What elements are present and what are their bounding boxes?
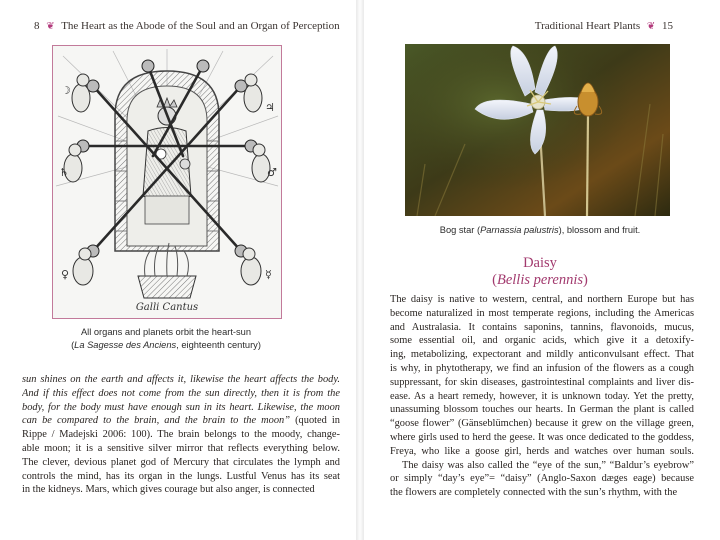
text-line: able moon; it is a sensitive silver mirror that reflects everything below. [22,442,340,454]
text-line: sun shines on the earth and affects it, likewise the heart affects the body. [22,374,340,385]
text-line: suppressant, for skin diseases, gastrointestinal complaints and liver dis- [390,376,694,388]
text-line: where girls used to herd the geese. It was once dedicated to the goddess, [390,431,694,443]
illustration-caption [40,326,292,352]
svg-text:☿: ☿ [265,268,272,281]
text-line: ease. As a heart remedy, however, it is unknown today. Yet the pretty, [390,390,694,402]
caption-source-title: La Sagesse des Anciens [74,340,177,350]
text-line: unassuming blossom touches our hearts. In German the plant is called [390,404,694,416]
svg-text:☽: ☽ [61,84,71,97]
text-line: in the kidneys. Mars, which gives courage but also anger, is connected [22,484,315,496]
text-line: The daisy was also called the “eye of the sun,” “Baldur’s eyebrow” [402,459,694,471]
photo-caption-species: Parnassia palustris [480,225,559,235]
running-head-text-left: The Heart as the Abode of the Soul and an Organ of Perception [61,20,340,32]
text-line: or simply “day’s eye”= “daisy” (Anglo-Saxon dæges eage) because [390,473,694,485]
text-line: is why, in phytotherapy, we find an infusion of the flowers as a cough [390,362,694,374]
text-line: “goose flower” (Gänseblümchen) because it grew on the village green, [390,418,694,430]
svg-text:♀: ♀ [61,268,70,281]
caption-line-1: All organs and planets orbit the heart-sun [80,327,252,337]
heart-ornament-icon: ❦ [46,21,55,32]
running-head-left [34,20,340,32]
text-line: become naturalized in most temperate regions, including the Americas [390,307,694,319]
left-page [0,0,356,540]
text-line: ing, metabolizing, expectorant and mildly anticonvulsant effect. That [390,349,694,361]
text-line: And if this effect does not come from the sun directly, then it is from the [22,387,340,399]
text-line: some essential oil, and organic acids, which give it a detoxify- [390,335,694,347]
text-line: The clever, devious planet god of Mercury that circulates the lymph and [22,456,340,468]
left-body-text [22,373,340,497]
text-line: Freya, who like a goose girl, herds and watches over human souls. [390,445,694,457]
svg-text:♂: ♂ [267,166,277,179]
running-head-right [535,20,673,32]
heart-ornament-icon: ❦ [646,21,656,32]
caption-line-2: (La Sagesse des Anciens, eighteenth century) [71,340,261,350]
text-line: can be compared to the brain, and the brain to the moon” (quoted in [22,415,340,427]
illustration-inscription: Galli Cantus [135,302,199,313]
text-line: the flowers are completely connected with the sun’s rhythm, with the [390,487,678,499]
photo-caption: Bog star (Parnassia palustris), blossom and fruit. [439,225,641,235]
heart-sun-illustration [52,45,282,319]
svg-text:♃: ♃ [265,101,275,114]
page-number-right: 15 [662,20,673,32]
page-number-left: 8 [34,20,40,32]
text-line: Rippe / Madejski 2006: 100). The brain belongs to the moody, change- [22,429,340,441]
section-title: Daisy [523,255,557,271]
text-line: and Australasia. It contains saponins, tannins, flavonoids, mucus, [390,321,694,333]
book-gutter [356,0,364,540]
text-line: controls the mind, has its organ in the lungs. Lustful Venus has its seat [22,470,340,482]
bog-star-photo [405,44,670,216]
text-line: body, for the body must have enough sun in its heart. Likewise, the moon [22,401,340,413]
right-page [364,0,720,540]
svg-text:♄: ♄ [59,166,69,179]
text-line: The daisy is native to western, central, and northern Europe but has [390,294,694,305]
running-head-text-right: Traditional Heart Plants [534,20,641,32]
section-latin-name: (Bellis perennis) [492,272,588,288]
right-body-text [390,293,694,500]
